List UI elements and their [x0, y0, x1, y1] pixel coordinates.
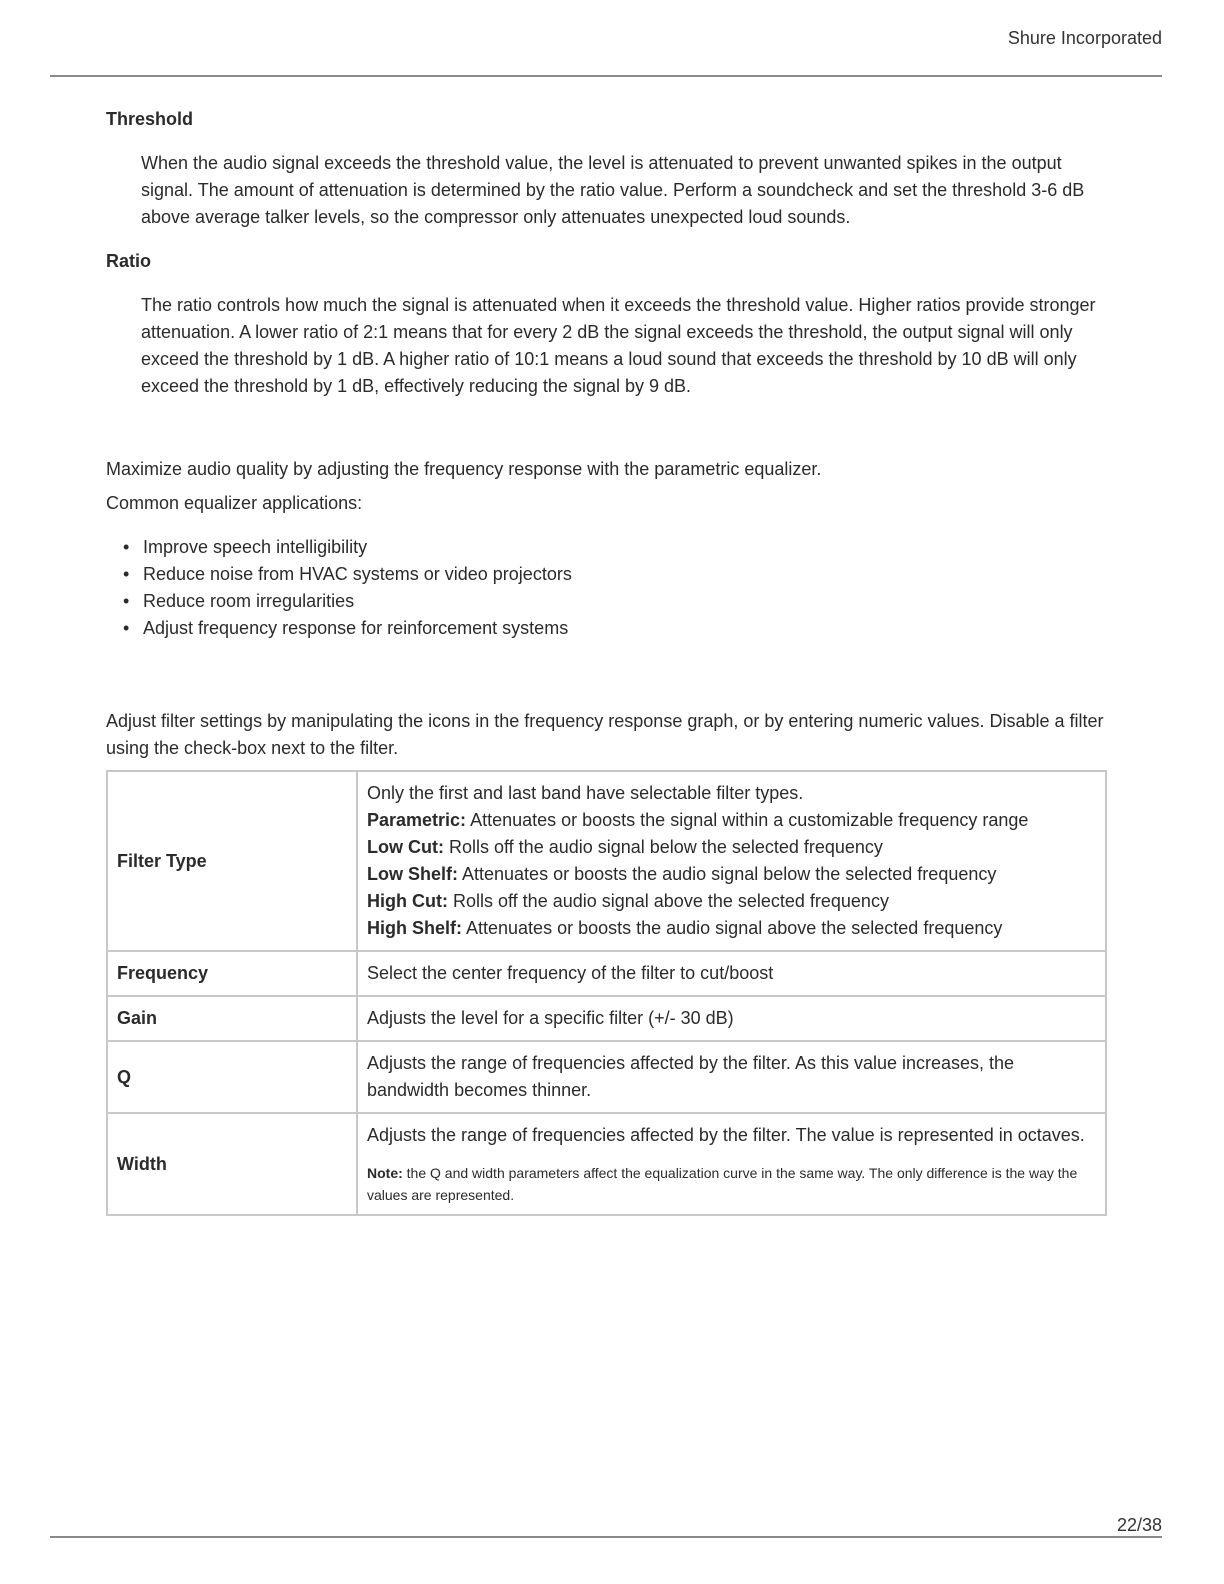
filter-type-item [367, 861, 1096, 888]
filter-type-item [367, 915, 1096, 942]
param-name-gain: Gain [107, 996, 357, 1041]
param-name-width: Width [107, 1113, 357, 1215]
filter-type-text: Attenuates or boosts the audio signal below the selected frequency [458, 864, 997, 884]
bullet-icon: • [123, 618, 130, 638]
list-item-text: Reduce room irregularities [143, 591, 355, 611]
applications-heading: Common equalizer applications: [106, 493, 363, 513]
width-note [367, 1162, 1096, 1206]
filter-type-intro: Only the first and last band have selectable filter types. [367, 783, 804, 803]
filter-type-item [367, 807, 1096, 834]
header-rule [50, 75, 1162, 77]
filter-type-text: Attenuates or boosts the audio signal above the selected frequency [462, 918, 1003, 938]
param-description-width [357, 1113, 1106, 1215]
list-item [106, 534, 1106, 561]
note-text: the Q and width parameters affect the equalization curve in the same way. The only difference is the way the values are represented. [367, 1165, 1078, 1203]
param-description-q: Adjusts the range of frequencies affected by the filter. As this value increases, the bandwidth becomes thinner. [357, 1041, 1106, 1113]
list-item-text: Adjust frequency response for reinforcement systems [143, 618, 569, 638]
page-number: 22/38 [1116, 1515, 1162, 1535]
filter-type-label: Low Shelf: [367, 864, 458, 884]
param-description-gain: Adjusts the level for a specific filter (+/- 30 dB) [357, 996, 1106, 1041]
ratio-term: Ratio [106, 251, 151, 271]
param-name-frequency: Frequency [107, 951, 357, 996]
filter-type-item [367, 888, 1096, 915]
filter-type-text: Attenuates or boosts the signal within a customizable frequency range [466, 810, 1029, 830]
table-row-gain [107, 996, 1106, 1041]
table-row-q [107, 1041, 1106, 1113]
filter-type-item [367, 834, 1096, 861]
filters-intro: Adjust filter settings by manipulating the icons in the frequency response graph, or by entering numeric values. Disable a filter using the check-box next to the filter. [106, 711, 1104, 758]
bullet-icon: • [123, 591, 130, 611]
ratio-definition: The ratio controls how much the signal is attenuated when it exceeds the threshold value. Higher ratios provide stronger attenuation. A lower ratio of 2:1 means that for every 2 dB the signal exceeds the threshold, the output signal will only exceed the threshold by 1 dB. A higher ratio of 10:1 means a loud sound that exceeds the threshold by 10 dB will only exceed the threshold by 1 dB, effectively reducing the signal by 9 dB. [141, 295, 1096, 396]
header-company: Shure Incorporated [1007, 28, 1162, 48]
filter-parameters-table [106, 770, 1107, 1216]
footer-rule [50, 1536, 1162, 1538]
param-description-frequency: Select the center frequency of the filter to cut/boost [357, 951, 1106, 996]
table-row-width [107, 1113, 1106, 1215]
list-item [106, 588, 1106, 615]
threshold-term: Threshold [106, 109, 194, 129]
note-label: Note: [367, 1165, 403, 1181]
filter-type-label: High Shelf: [367, 918, 462, 938]
list-item [106, 561, 1106, 588]
filter-type-text: Rolls off the audio signal above the selected frequency [447, 891, 889, 911]
table-row-frequency [107, 951, 1106, 996]
filter-type-label: Low Cut: [367, 837, 444, 857]
width-description: Adjusts the range of frequencies affected by the filter. The value is represented in octaves. [367, 1125, 1085, 1145]
list-item [106, 615, 1106, 642]
bullet-icon: • [123, 564, 130, 584]
page-content [106, 106, 1106, 1216]
bullet-icon: • [123, 537, 130, 557]
list-item-text: Reduce noise from HVAC systems or video projectors [143, 564, 572, 584]
param-name-filter-type: Filter Type [107, 771, 357, 951]
filter-type-label: High Cut: [367, 891, 448, 911]
list-item-text: Improve speech intelligibility [143, 537, 368, 557]
param-name-q: Q [107, 1041, 357, 1113]
table-row-filter-type [107, 771, 1106, 951]
applications-list [106, 534, 1106, 642]
param-description-filter-type [357, 771, 1106, 951]
threshold-definition: When the audio signal exceeds the threshold value, the level is attenuated to prevent unwanted spikes in the output signal. The amount of attenuation is determined by the ratio value. Perform a soundcheck and set the threshold 3-6 dB above average talker levels, so the compressor only attenuates unexpected loud sounds. [141, 153, 1085, 227]
filter-type-text: Rolls off the audio signal below the selected frequency [443, 837, 883, 857]
filter-type-label: Parametric: [367, 810, 467, 830]
equalizer-intro: Maximize audio quality by adjusting the frequency response with the parametric equalizer. [106, 459, 822, 479]
